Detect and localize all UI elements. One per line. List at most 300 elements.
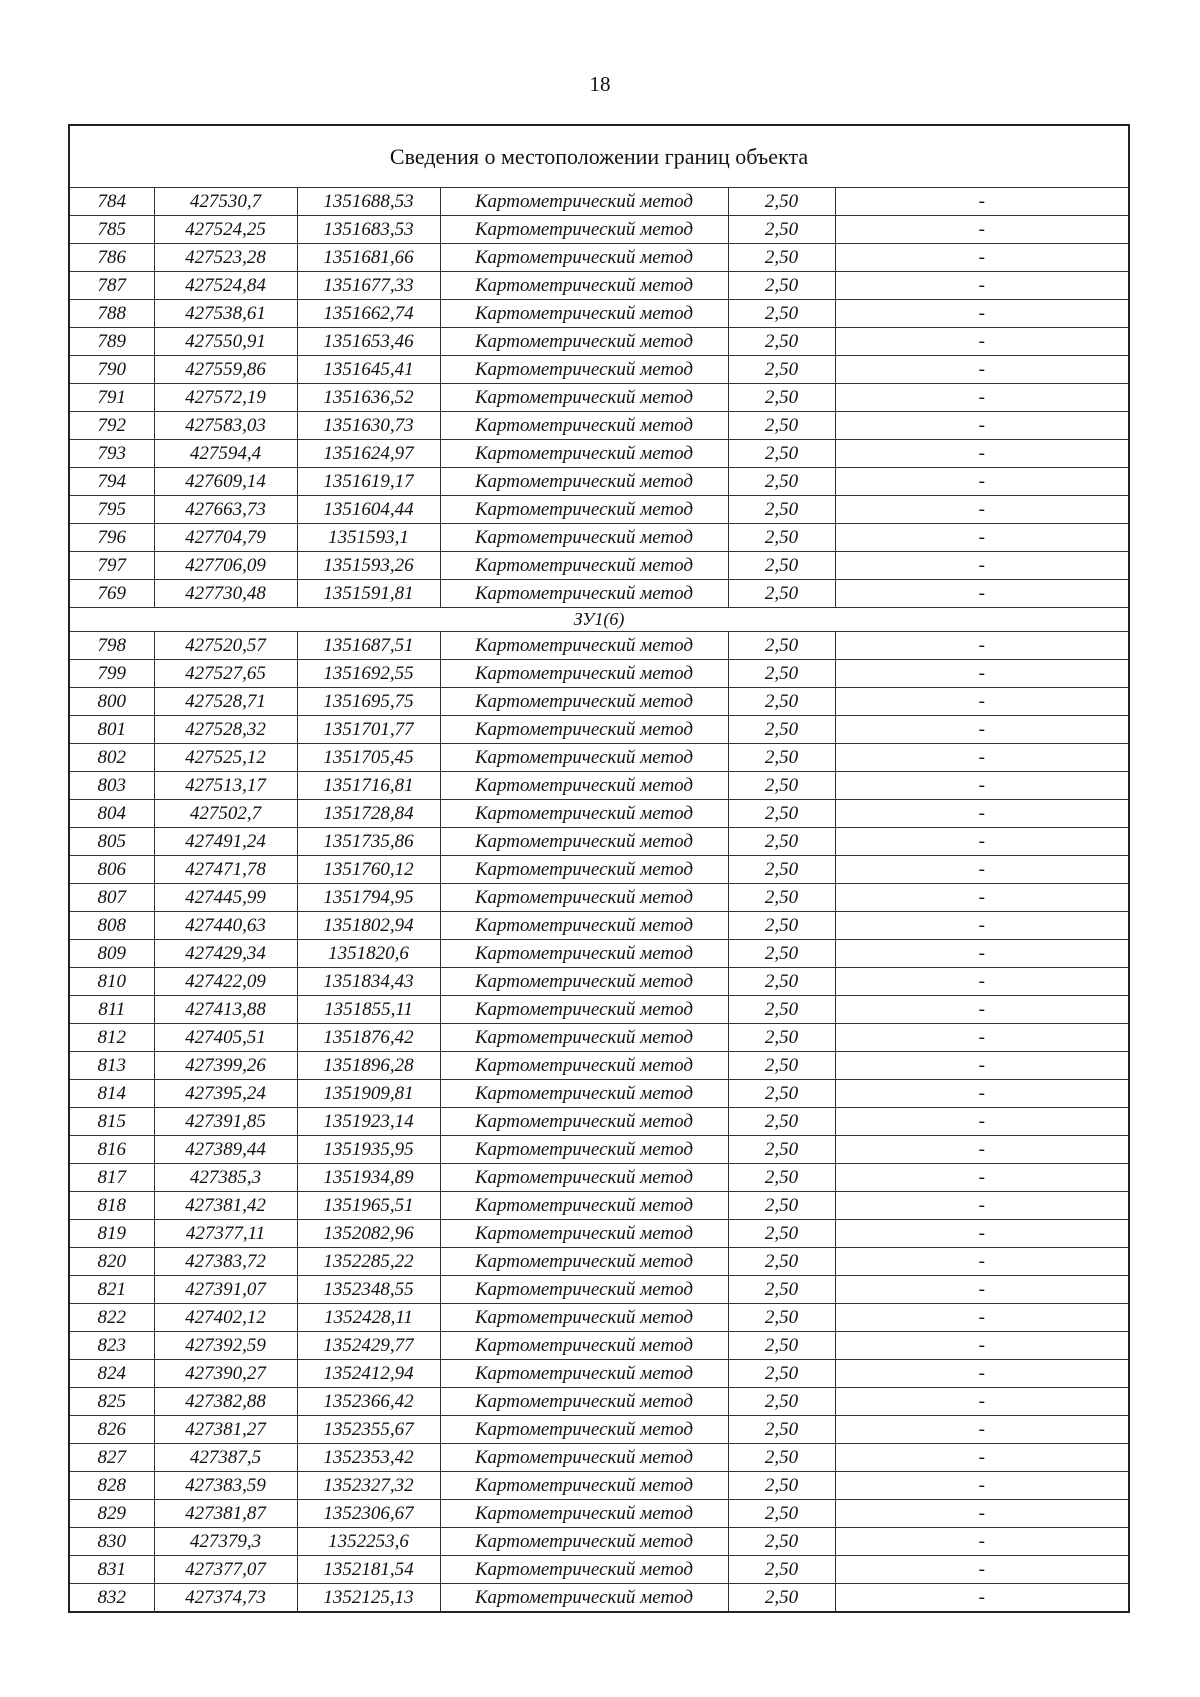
table-row: [69, 1304, 1129, 1332]
method-cell: Картометрический метод: [440, 856, 728, 884]
y-coordinate-cell: 1351701,77: [297, 716, 440, 744]
accuracy-cell: 2,50: [728, 1388, 835, 1416]
point-number-cell: 819: [69, 1220, 154, 1248]
accuracy-cell: 2,50: [728, 216, 835, 244]
description-cell: -: [835, 356, 1129, 384]
y-coordinate-cell: 1352366,42: [297, 1388, 440, 1416]
method-cell: Картометрический метод: [440, 1444, 728, 1472]
point-number-cell: 791: [69, 384, 154, 412]
method-cell: Картометрический метод: [440, 688, 728, 716]
table-row: [69, 1444, 1129, 1472]
point-number-cell: 798: [69, 632, 154, 660]
table-row: [69, 272, 1129, 300]
table-row: [69, 1108, 1129, 1136]
x-coordinate-cell: 427559,86: [154, 356, 297, 384]
point-number-cell: 769: [69, 580, 154, 608]
table-row: [69, 1024, 1129, 1052]
table-row: [69, 1500, 1129, 1528]
point-number-cell: 814: [69, 1080, 154, 1108]
table-row: [69, 1472, 1129, 1500]
point-number-cell: 788: [69, 300, 154, 328]
x-coordinate-cell: 427609,14: [154, 468, 297, 496]
method-cell: Картометрический метод: [440, 216, 728, 244]
y-coordinate-cell: 1351896,28: [297, 1052, 440, 1080]
point-number-cell: 807: [69, 884, 154, 912]
y-coordinate-cell: 1352353,42: [297, 1444, 440, 1472]
point-number-cell: 817: [69, 1164, 154, 1192]
accuracy-cell: 2,50: [728, 828, 835, 856]
accuracy-cell: 2,50: [728, 356, 835, 384]
method-cell: Картометрический метод: [440, 412, 728, 440]
x-coordinate-cell: 427538,61: [154, 300, 297, 328]
description-cell: -: [835, 996, 1129, 1024]
y-coordinate-cell: 1352412,94: [297, 1360, 440, 1388]
method-cell: Картометрический метод: [440, 1024, 728, 1052]
table-row: [69, 1192, 1129, 1220]
table-row: [69, 1276, 1129, 1304]
table-row: [69, 800, 1129, 828]
accuracy-cell: 2,50: [728, 244, 835, 272]
method-cell: Картометрический метод: [440, 440, 728, 468]
y-coordinate-cell: 1351677,33: [297, 272, 440, 300]
table-row: [69, 440, 1129, 468]
point-number-cell: 820: [69, 1248, 154, 1276]
method-cell: Картометрический метод: [440, 1136, 728, 1164]
y-coordinate-cell: 1352253,6: [297, 1528, 440, 1556]
section-label: ЗУ1(6): [69, 608, 1129, 632]
y-coordinate-cell: 1351593,1: [297, 524, 440, 552]
x-coordinate-cell: 427383,72: [154, 1248, 297, 1276]
y-coordinate-cell: 1351645,41: [297, 356, 440, 384]
description-cell: -: [835, 660, 1129, 688]
table-row: [69, 660, 1129, 688]
point-number-cell: 803: [69, 772, 154, 800]
y-coordinate-cell: 1351802,94: [297, 912, 440, 940]
table-row: [69, 552, 1129, 580]
point-number-cell: 829: [69, 1500, 154, 1528]
description-cell: -: [835, 412, 1129, 440]
table-row: [69, 632, 1129, 660]
y-coordinate-cell: 1351636,52: [297, 384, 440, 412]
table-row: [69, 856, 1129, 884]
table-row: [69, 1136, 1129, 1164]
x-coordinate-cell: 427706,09: [154, 552, 297, 580]
accuracy-cell: 2,50: [728, 1192, 835, 1220]
table-row: [69, 524, 1129, 552]
point-number-cell: 816: [69, 1136, 154, 1164]
y-coordinate-cell: 1351820,6: [297, 940, 440, 968]
accuracy-cell: 2,50: [728, 496, 835, 524]
description-cell: -: [835, 716, 1129, 744]
description-cell: -: [835, 1360, 1129, 1388]
point-number-cell: 792: [69, 412, 154, 440]
table-row: [69, 940, 1129, 968]
point-number-cell: 795: [69, 496, 154, 524]
table-row: [69, 1220, 1129, 1248]
x-coordinate-cell: 427422,09: [154, 968, 297, 996]
method-cell: Картометрический метод: [440, 188, 728, 216]
point-number-cell: 818: [69, 1192, 154, 1220]
point-number-cell: 793: [69, 440, 154, 468]
table-row: [69, 244, 1129, 272]
point-number-cell: 813: [69, 1052, 154, 1080]
table-row: [69, 580, 1129, 608]
description-cell: -: [835, 940, 1129, 968]
method-cell: Картометрический метод: [440, 524, 728, 552]
y-coordinate-cell: 1351683,53: [297, 216, 440, 244]
method-cell: Картометрический метод: [440, 244, 728, 272]
point-number-cell: 789: [69, 328, 154, 356]
accuracy-cell: 2,50: [728, 996, 835, 1024]
x-coordinate-cell: 427381,27: [154, 1416, 297, 1444]
y-coordinate-cell: 1351705,45: [297, 744, 440, 772]
accuracy-cell: 2,50: [728, 1276, 835, 1304]
table-row: [69, 1584, 1129, 1613]
x-coordinate-cell: 427594,4: [154, 440, 297, 468]
accuracy-cell: 2,50: [728, 412, 835, 440]
accuracy-cell: 2,50: [728, 856, 835, 884]
y-coordinate-cell: 1352429,77: [297, 1332, 440, 1360]
y-coordinate-cell: 1351760,12: [297, 856, 440, 884]
y-coordinate-cell: 1351934,89: [297, 1164, 440, 1192]
accuracy-cell: 2,50: [728, 188, 835, 216]
y-coordinate-cell: 1351624,97: [297, 440, 440, 468]
y-coordinate-cell: 1351834,43: [297, 968, 440, 996]
description-cell: -: [835, 1248, 1129, 1276]
x-coordinate-cell: 427471,78: [154, 856, 297, 884]
description-cell: -: [835, 1164, 1129, 1192]
y-coordinate-cell: 1351662,74: [297, 300, 440, 328]
x-coordinate-cell: 427527,65: [154, 660, 297, 688]
point-number-cell: 832: [69, 1584, 154, 1613]
y-coordinate-cell: 1352125,13: [297, 1584, 440, 1613]
table-row: [69, 300, 1129, 328]
method-cell: Картометрический метод: [440, 1584, 728, 1613]
method-cell: Картометрический метод: [440, 1416, 728, 1444]
point-number-cell: 824: [69, 1360, 154, 1388]
y-coordinate-cell: 1352355,67: [297, 1416, 440, 1444]
x-coordinate-cell: 427377,07: [154, 1556, 297, 1584]
x-coordinate-cell: 427491,24: [154, 828, 297, 856]
point-number-cell: 822: [69, 1304, 154, 1332]
point-number-cell: 825: [69, 1388, 154, 1416]
y-coordinate-cell: 1351855,11: [297, 996, 440, 1024]
point-number-cell: 831: [69, 1556, 154, 1584]
x-coordinate-cell: 427377,11: [154, 1220, 297, 1248]
table-row: [69, 968, 1129, 996]
x-coordinate-cell: 427381,87: [154, 1500, 297, 1528]
x-coordinate-cell: 427663,73: [154, 496, 297, 524]
table-row: [69, 1052, 1129, 1080]
x-coordinate-cell: 427391,07: [154, 1276, 297, 1304]
point-number-cell: 785: [69, 216, 154, 244]
x-coordinate-cell: 427395,24: [154, 1080, 297, 1108]
point-number-cell: 799: [69, 660, 154, 688]
x-coordinate-cell: 427381,42: [154, 1192, 297, 1220]
x-coordinate-cell: 427523,28: [154, 244, 297, 272]
description-cell: -: [835, 968, 1129, 996]
description-cell: -: [835, 524, 1129, 552]
description-cell: -: [835, 1080, 1129, 1108]
table-row: [69, 1164, 1129, 1192]
description-cell: -: [835, 468, 1129, 496]
x-coordinate-cell: 427513,17: [154, 772, 297, 800]
method-cell: Картометрический метод: [440, 1500, 728, 1528]
table-row: [69, 1388, 1129, 1416]
method-cell: Картометрический метод: [440, 716, 728, 744]
point-number-cell: 804: [69, 800, 154, 828]
accuracy-cell: 2,50: [728, 716, 835, 744]
accuracy-cell: 2,50: [728, 300, 835, 328]
point-number-cell: 810: [69, 968, 154, 996]
x-coordinate-cell: 427445,99: [154, 884, 297, 912]
accuracy-cell: 2,50: [728, 1416, 835, 1444]
accuracy-cell: 2,50: [728, 660, 835, 688]
accuracy-cell: 2,50: [728, 1584, 835, 1613]
method-cell: Картометрический метод: [440, 468, 728, 496]
x-coordinate-cell: 427530,7: [154, 188, 297, 216]
description-cell: -: [835, 1584, 1129, 1613]
method-cell: Картометрический метод: [440, 496, 728, 524]
point-number-cell: 815: [69, 1108, 154, 1136]
y-coordinate-cell: 1351923,14: [297, 1108, 440, 1136]
method-cell: Картометрический метод: [440, 1472, 728, 1500]
method-cell: Картометрический метод: [440, 828, 728, 856]
table-row: [69, 716, 1129, 744]
table-row: [69, 384, 1129, 412]
y-coordinate-cell: 1351876,42: [297, 1024, 440, 1052]
point-number-cell: 826: [69, 1416, 154, 1444]
y-coordinate-cell: 1351716,81: [297, 772, 440, 800]
table-row: [69, 996, 1129, 1024]
y-coordinate-cell: 1351695,75: [297, 688, 440, 716]
x-coordinate-cell: 427383,59: [154, 1472, 297, 1500]
point-number-cell: 821: [69, 1276, 154, 1304]
method-cell: Картометрический метод: [440, 632, 728, 660]
method-cell: Картометрический метод: [440, 744, 728, 772]
accuracy-cell: 2,50: [728, 1024, 835, 1052]
method-cell: Картометрический метод: [440, 800, 728, 828]
accuracy-cell: 2,50: [728, 968, 835, 996]
y-coordinate-cell: 1352285,22: [297, 1248, 440, 1276]
x-coordinate-cell: 427379,3: [154, 1528, 297, 1556]
table-row: [69, 188, 1129, 216]
point-number-cell: 805: [69, 828, 154, 856]
description-cell: -: [835, 1556, 1129, 1584]
description-cell: -: [835, 688, 1129, 716]
description-cell: -: [835, 580, 1129, 608]
y-coordinate-cell: 1351681,66: [297, 244, 440, 272]
method-cell: Картометрический метод: [440, 1388, 728, 1416]
method-cell: Картометрический метод: [440, 1080, 728, 1108]
point-number-cell: 796: [69, 524, 154, 552]
y-coordinate-cell: 1351794,95: [297, 884, 440, 912]
y-coordinate-cell: 1352428,11: [297, 1304, 440, 1332]
y-coordinate-cell: 1352181,54: [297, 1556, 440, 1584]
x-coordinate-cell: 427399,26: [154, 1052, 297, 1080]
accuracy-cell: 2,50: [728, 524, 835, 552]
x-coordinate-cell: 427413,88: [154, 996, 297, 1024]
method-cell: Картометрический метод: [440, 384, 728, 412]
accuracy-cell: 2,50: [728, 1500, 835, 1528]
description-cell: -: [835, 1444, 1129, 1472]
description-cell: -: [835, 1332, 1129, 1360]
x-coordinate-cell: 427528,32: [154, 716, 297, 744]
accuracy-cell: 2,50: [728, 688, 835, 716]
description-cell: -: [835, 496, 1129, 524]
point-number-cell: 823: [69, 1332, 154, 1360]
accuracy-cell: 2,50: [728, 632, 835, 660]
description-cell: -: [835, 772, 1129, 800]
x-coordinate-cell: 427392,59: [154, 1332, 297, 1360]
table-row: [69, 884, 1129, 912]
method-cell: Картометрический метод: [440, 940, 728, 968]
method-cell: Картометрический метод: [440, 1220, 728, 1248]
accuracy-cell: 2,50: [728, 1528, 835, 1556]
x-coordinate-cell: 427525,12: [154, 744, 297, 772]
y-coordinate-cell: 1352082,96: [297, 1220, 440, 1248]
point-number-cell: 806: [69, 856, 154, 884]
description-cell: -: [835, 1136, 1129, 1164]
accuracy-cell: 2,50: [728, 1164, 835, 1192]
description-cell: -: [835, 1472, 1129, 1500]
table-row: [69, 688, 1129, 716]
accuracy-cell: 2,50: [728, 1052, 835, 1080]
point-number-cell: 797: [69, 552, 154, 580]
y-coordinate-cell: 1351619,17: [297, 468, 440, 496]
x-coordinate-cell: 427528,71: [154, 688, 297, 716]
table-row: [69, 328, 1129, 356]
method-cell: Картометрический метод: [440, 580, 728, 608]
description-cell: -: [835, 856, 1129, 884]
description-cell: -: [835, 188, 1129, 216]
accuracy-cell: 2,50: [728, 1108, 835, 1136]
y-coordinate-cell: 1351909,81: [297, 1080, 440, 1108]
x-coordinate-cell: 427405,51: [154, 1024, 297, 1052]
x-coordinate-cell: 427429,34: [154, 940, 297, 968]
description-cell: -: [835, 552, 1129, 580]
table-row: [69, 1556, 1129, 1584]
x-coordinate-cell: 427524,25: [154, 216, 297, 244]
y-coordinate-cell: 1351653,46: [297, 328, 440, 356]
x-coordinate-cell: 427402,12: [154, 1304, 297, 1332]
accuracy-cell: 2,50: [728, 1360, 835, 1388]
point-number-cell: 812: [69, 1024, 154, 1052]
accuracy-cell: 2,50: [728, 940, 835, 968]
accuracy-cell: 2,50: [728, 1080, 835, 1108]
table-row: [69, 468, 1129, 496]
x-coordinate-cell: 427520,57: [154, 632, 297, 660]
table-row: [69, 1248, 1129, 1276]
description-cell: -: [835, 1276, 1129, 1304]
description-cell: -: [835, 1024, 1129, 1052]
table-row: [69, 412, 1129, 440]
x-coordinate-cell: 427374,73: [154, 1584, 297, 1613]
x-coordinate-cell: 427389,44: [154, 1136, 297, 1164]
section-header-row: [69, 608, 1129, 632]
method-cell: Картометрический метод: [440, 912, 728, 940]
method-cell: Картометрический метод: [440, 1360, 728, 1388]
method-cell: Картометрический метод: [440, 1304, 728, 1332]
description-cell: -: [835, 328, 1129, 356]
accuracy-cell: 2,50: [728, 328, 835, 356]
accuracy-cell: 2,50: [728, 772, 835, 800]
description-cell: -: [835, 1388, 1129, 1416]
point-number-cell: 787: [69, 272, 154, 300]
table-row: [69, 1416, 1129, 1444]
description-cell: -: [835, 1304, 1129, 1332]
method-cell: Картометрический метод: [440, 328, 728, 356]
table-title-row: [69, 125, 1129, 188]
accuracy-cell: 2,50: [728, 272, 835, 300]
description-cell: -: [835, 1192, 1129, 1220]
x-coordinate-cell: 427390,27: [154, 1360, 297, 1388]
point-number-cell: 811: [69, 996, 154, 1024]
method-cell: Картометрический метод: [440, 968, 728, 996]
description-cell: -: [835, 300, 1129, 328]
accuracy-cell: 2,50: [728, 552, 835, 580]
accuracy-cell: 2,50: [728, 580, 835, 608]
method-cell: Картометрический метод: [440, 1528, 728, 1556]
y-coordinate-cell: 1351630,73: [297, 412, 440, 440]
table-title: Сведения о местоположении границ объекта: [69, 125, 1129, 188]
method-cell: Картометрический метод: [440, 884, 728, 912]
method-cell: Картометрический метод: [440, 1276, 728, 1304]
accuracy-cell: 2,50: [728, 1304, 835, 1332]
accuracy-cell: 2,50: [728, 1556, 835, 1584]
table-row: [69, 356, 1129, 384]
description-cell: -: [835, 828, 1129, 856]
table-row: [69, 1332, 1129, 1360]
method-cell: Картометрический метод: [440, 1108, 728, 1136]
x-coordinate-cell: 427440,63: [154, 912, 297, 940]
x-coordinate-cell: 427524,84: [154, 272, 297, 300]
accuracy-cell: 2,50: [728, 800, 835, 828]
table-row: [69, 1080, 1129, 1108]
description-cell: -: [835, 1220, 1129, 1248]
description-cell: -: [835, 800, 1129, 828]
accuracy-cell: 2,50: [728, 1472, 835, 1500]
point-number-cell: 801: [69, 716, 154, 744]
description-cell: -: [835, 912, 1129, 940]
y-coordinate-cell: 1351735,86: [297, 828, 440, 856]
y-coordinate-cell: 1351688,53: [297, 188, 440, 216]
method-cell: Картометрический метод: [440, 1192, 728, 1220]
boundary-table: [68, 124, 1130, 1613]
description-cell: -: [835, 1500, 1129, 1528]
description-cell: -: [835, 272, 1129, 300]
y-coordinate-cell: 1351728,84: [297, 800, 440, 828]
point-number-cell: 828: [69, 1472, 154, 1500]
x-coordinate-cell: 427382,88: [154, 1388, 297, 1416]
point-number-cell: 809: [69, 940, 154, 968]
method-cell: Картометрический метод: [440, 1556, 728, 1584]
x-coordinate-cell: 427385,3: [154, 1164, 297, 1192]
accuracy-cell: 2,50: [728, 468, 835, 496]
accuracy-cell: 2,50: [728, 384, 835, 412]
page-number: 18: [589, 72, 611, 96]
method-cell: Картометрический метод: [440, 1248, 728, 1276]
point-number-cell: 802: [69, 744, 154, 772]
description-cell: -: [835, 884, 1129, 912]
description-cell: -: [835, 1416, 1129, 1444]
y-coordinate-cell: 1351935,95: [297, 1136, 440, 1164]
description-cell: -: [835, 244, 1129, 272]
method-cell: Картометрический метод: [440, 552, 728, 580]
description-cell: -: [835, 1052, 1129, 1080]
accuracy-cell: 2,50: [728, 1220, 835, 1248]
y-coordinate-cell: 1351965,51: [297, 1192, 440, 1220]
